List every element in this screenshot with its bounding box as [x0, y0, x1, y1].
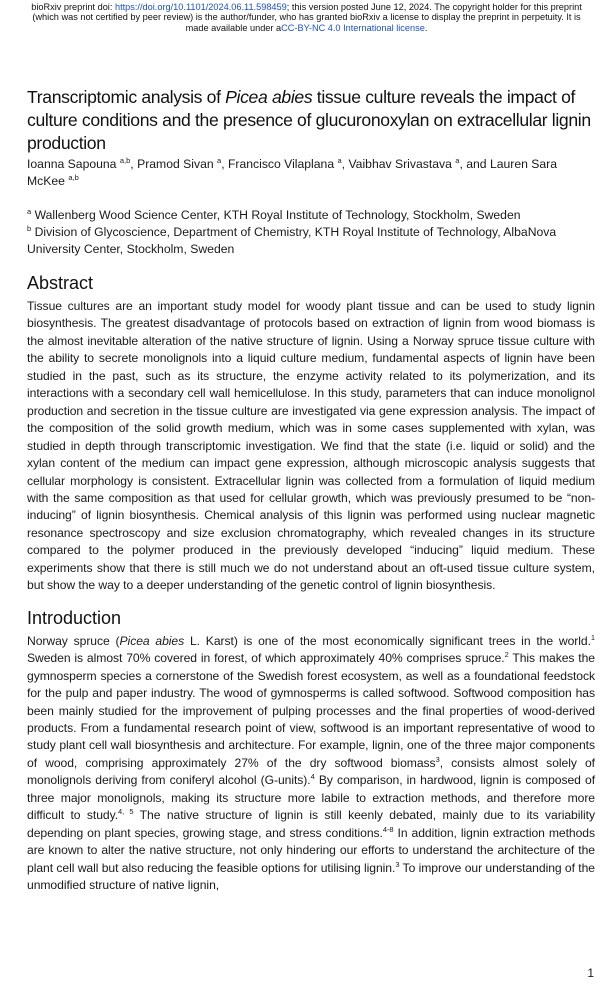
citation: 4-8	[382, 824, 394, 834]
author: Vaibhav Srivastava $^a$	[348, 156, 460, 171]
license-link[interactable]: CC-BY-NC 4.0 International license	[281, 22, 425, 33]
header-line-3: made available under aCC-BY-NC 4.0 International license.	[185, 22, 428, 33]
citation: 3	[395, 859, 400, 869]
header-line-1: bioRxiv preprint doi: https://doi.org/10.1101/2024.06.11.598459; this version posted June 12, 2024. The copyright holder for this preprint	[31, 2, 582, 12]
preprint-header	[2, 2, 611, 33]
title-species: Picea abies	[225, 87, 313, 107]
author: Ioanna Sapouna $^{a,b}$	[27, 156, 131, 171]
affiliation-a: $^a$ Wallenberg Wood Science Center, KTH Royal Institute of Technology, Stockholm, Sweden	[27, 207, 521, 222]
doi-link[interactable]: https://doi.org/10.1101/2024.06.11.598459	[114, 2, 287, 12]
citation: 4	[310, 772, 315, 782]
abstract-heading: Abstract	[27, 273, 94, 293]
introduction-heading: Introduction	[27, 607, 122, 628]
affiliation-b: $^b$ Division of Glycoscience, Department of Chemistry, KTH Royal Institute of Technology, AlbaNova University Center, Stockholm, Sweden	[27, 224, 557, 256]
author: Francisco Vilaplana $^a$	[227, 156, 342, 171]
paper-body	[27, 86, 595, 895]
citation: 3	[435, 754, 440, 764]
author: Lauren Sara McKee $^{a,b}$	[27, 157, 558, 188]
author: Pramod Sivan $^a$	[137, 156, 222, 171]
introduction-text: Norway spruce (Picea abies L. Karst) is one of the most economically significant trees in the world.$^1$ Sweden is almost 70% covered in forest, of which approximately 40% comprises spruce.$^2$ This makes the gymnosperm species a cornerstone of the Swedish forest ecosystem, as well as a foundational feedstock for the pulp and paper industry. The wood of gymnosperms is called softwood. Softwood composition has been mainly studied for the improvement of pulping processes and the final properties of wood-derived products. From a fundamental research point of view, softwood is an important representative of wood to study plant cell wall biosynthesis and architecture. For example, lignin, one of the three major components of wood, comprising approximately 27% of the dry softwood biomass$^3$, consists almost solely of monolignols deriving from coniferyl alcohol (G-units).$^4$ By comparison, in hardwood, lignin is composed of three major monolignols, making its structure more labile to extraction methods, and therefore more difficult to study.$^{4, 5}$ The native structure of lignin is still keenly debated, mainly due to its variability depending on plant species, growing stage, and stress conditions.$^{4-8}$ In addition, lignin extraction methods are known to alter the native structure, not only hindering our efforts to understand the architecture of the plant cell wall but also reducing the feasible options for utilising lignin.$^3$ To improve our understanding of the unmodified structure of native lignin,	[27, 632, 596, 893]
intro-species: Picea abies	[119, 633, 185, 648]
page-number: 1	[587, 966, 594, 980]
citation: 2	[504, 650, 509, 660]
header-line-2: (which was not certified by peer review) is the author/funder, who has granted bioRxiv a license to display the preprint in perpetuity. It is	[32, 12, 581, 23]
author-list: Ioanna Sapouna $^{a,b}$, Pramod Sivan $^a$, Francisco Vilaplana $^a$, Vaibhav Srivastava $^a$, and Lauren Sara McKee $^{a,b}$	[27, 156, 558, 188]
paper-title: Transcriptomic analysis of Picea abies tissue culture reveals the impact of culture conditions and the presence of glucuronoxylan on extracellular lignin production	[27, 87, 591, 153]
citation: 4, 5	[118, 807, 134, 817]
affiliations	[27, 207, 595, 258]
citation: 1	[590, 632, 596, 642]
abstract-text: Tissue cultures are an important study model for woody plant tissue and can be used to study lignin biosynthesis. The greatest disadvantage of protocols based on extraction of lignin from wood biomass is the almost inevitable alteration of the native structure of lignin. Using a Norway spruce tissue culture with the ability to secrete monolignols into a liquid culture medium, fundamental aspects of lignin have been studied in the past, such as its structure, the enzyme activity related to its polymerization, and its interactions with a secondary cell wall hemicellulose. In this study, parameters that can induce monolignol production and secretion in the tissue culture are investigated via gene expression analysis. The impact of the composition of the solid growth medium, which was in some cases supplemented with xylan, was studied in depth through transcriptomic investigation. We find that the state (i.e. liquid or solid) and the xylan content of the medium can impact gene expression, although microscopic analysis suggests that cellular morphology is consistent. Extracellular lignin was collected from a formulation of liquid medium with the same composition as that used for cellular growth, which was previously presumed to be “non-inducing” of lignin biosynthesis. Chemical analysis of this lignin was performed using nuclear magnetic resonance spectroscopy and size exclusion chromatography, which revealed changes in its structure compared to the polymer produced in the previously developed “inducing” liquid medium. These experiments show that there is still much we do not understand about an oft-used tissue culture system, but show the way to a deeper understanding of the genetic control of lignin biosynthesis.	[27, 299, 595, 593]
